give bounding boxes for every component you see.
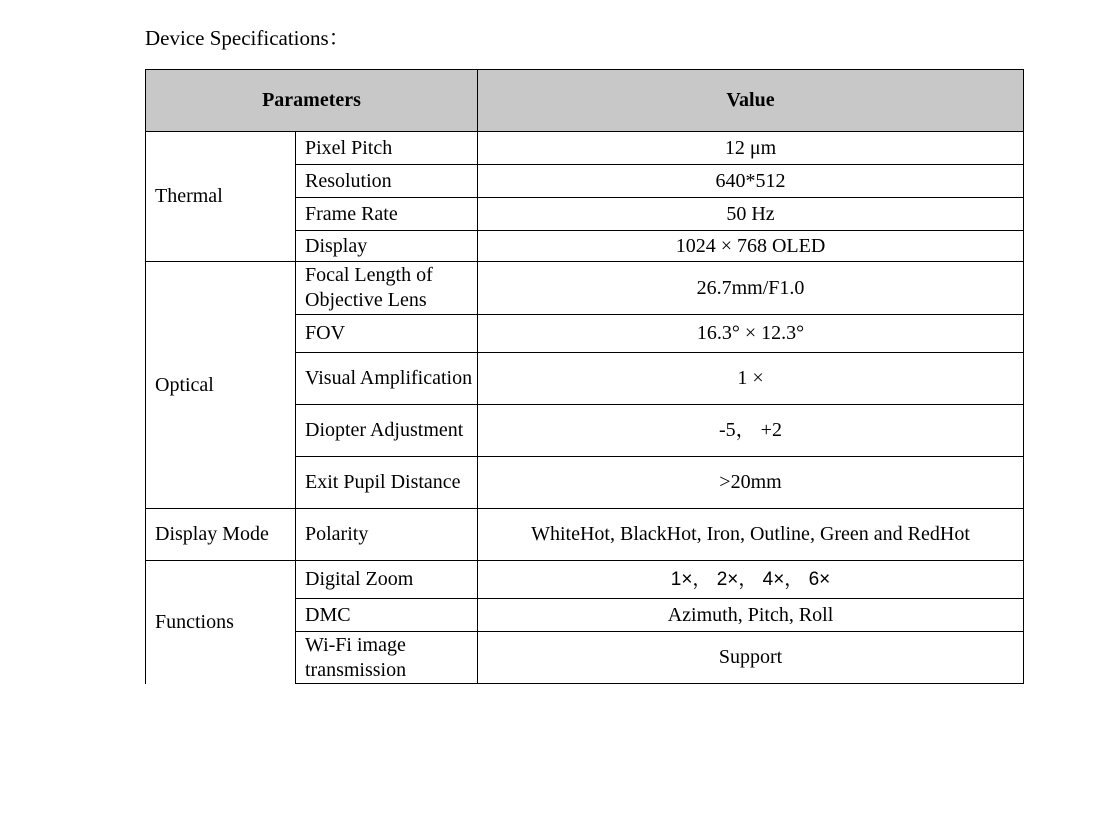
value-cell: 12 μm [478,132,1024,165]
param-cell: Frame Rate [296,198,478,231]
param-cell: Diopter Adjustment [296,405,478,457]
value-cell: >20mm [478,457,1024,509]
param-cell: FOV [296,315,478,353]
param-cell: Wi-Fi image transmission [296,632,478,684]
table-row [146,132,1024,165]
param-cell: Polarity [296,509,478,561]
value-cell: -5， +2 [478,405,1024,457]
param-cell: Digital Zoom [296,561,478,599]
table-header-row [146,70,1024,132]
header-value: Value [478,70,1024,132]
header-parameters: Parameters [146,70,478,132]
value-cell: 50 Hz [478,198,1024,231]
param-cell: Resolution [296,165,478,198]
group-display-mode: Display Mode [146,509,296,561]
value-cell: 1024 × 768 OLED [478,231,1024,262]
group-thermal: Thermal [146,132,296,262]
value-cell: WhiteHot, BlackHot, Iron, Outline, Green and RedHot [478,509,1024,561]
value-cell: Support [478,632,1024,684]
document-title: Device Specifications： [145,26,350,50]
value-cell: Azimuth, Pitch, Roll [478,599,1024,632]
group-functions: Functions [146,561,296,684]
value-cell: 1×， 2×， 4×， 6× [478,561,1024,599]
param-cell: Exit Pupil Distance [296,457,478,509]
value-cell: 1 × [478,353,1024,405]
table-row [146,561,1024,599]
param-cell: Display [296,231,478,262]
table-row [146,509,1024,561]
spec-table [145,69,1024,684]
param-cell: Pixel Pitch [296,132,478,165]
value-cell: 26.7mm/F1.0 [478,262,1024,315]
group-optical: Optical [146,262,296,509]
param-cell: DMC [296,599,478,632]
param-cell: Visual Amplification [296,353,478,405]
value-cell: 640*512 [478,165,1024,198]
value-cell: 16.3° × 12.3° [478,315,1024,353]
param-cell: Focal Length of Objective Lens [296,262,478,315]
table-row [146,262,1024,315]
